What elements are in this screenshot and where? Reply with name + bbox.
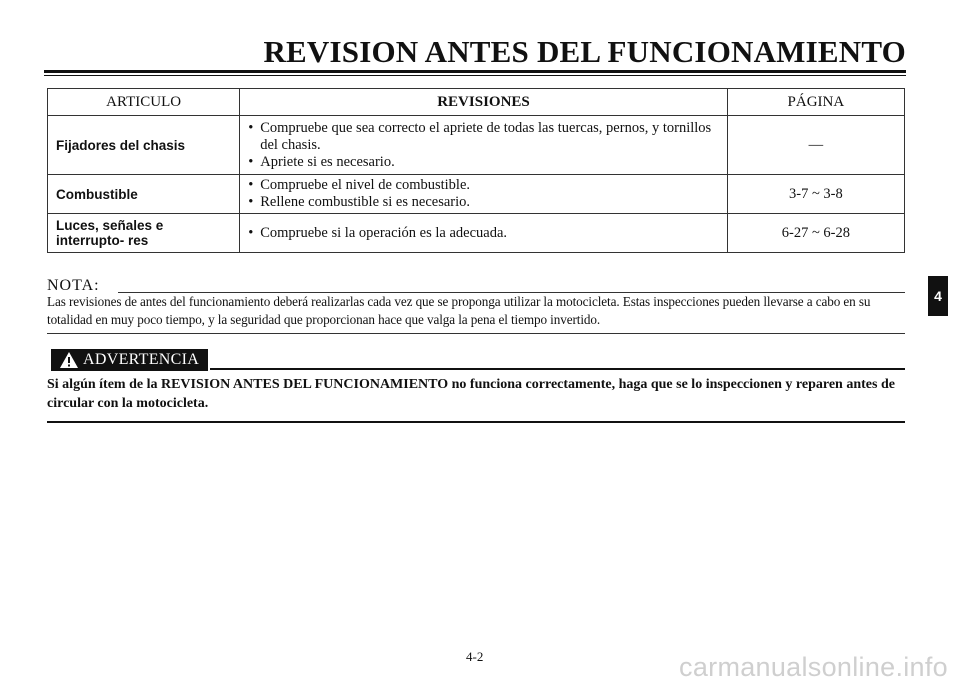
header-item: ARTICULO bbox=[48, 89, 240, 116]
revision-bullet: • Compruebe que sea correcto el apriete de todas las tuercas, pernos, y tornillos del chasis. bbox=[248, 120, 719, 154]
row-item: Fijadores del chasis bbox=[48, 116, 240, 175]
chapter-tab: 4 bbox=[928, 276, 948, 316]
row-revisions bbox=[240, 175, 728, 214]
note-text: Las revisiones de antes del funcionamiento deberá realizarlas cada vez que se proponga utilizar la motocicleta. Estas inspecciones pueden llevarse a cabo en su totalidad en muy poco tiempo, y la seguridad que proporcionan hace que valga la pena el tiempo invertido. bbox=[47, 294, 871, 327]
row-page: — bbox=[727, 116, 904, 175]
inspection-table bbox=[47, 88, 905, 253]
row-page: 6-27 ~ 6-28 bbox=[727, 214, 904, 253]
table-row bbox=[48, 175, 905, 214]
note-bottom-rule bbox=[47, 333, 905, 334]
row-page: 3-7 ~ 3-8 bbox=[727, 175, 904, 214]
watermark: carmanualsonline.info bbox=[679, 652, 948, 682]
warning-text: Si algún ítem de la REVISION ANTES DEL FUNCIONAMIENTO no funciona correctamente, haga que se lo inspeccionen y reparen antes de circular con la motocicleta. bbox=[47, 377, 895, 411]
revision-bullet: • Compruebe si la operación es la adecuada. bbox=[248, 225, 719, 242]
warning-bottom-rule bbox=[47, 421, 905, 423]
page-title: REVISION ANTES DEL FUNCIONAMIENTO bbox=[263, 34, 906, 69]
page-number: 4-2 bbox=[466, 649, 484, 664]
title-rule bbox=[44, 70, 906, 73]
warning-rule bbox=[210, 368, 905, 370]
revision-bullet: • Rellene combustible si es necesario. bbox=[248, 194, 719, 211]
header-revisions: REVISIONES bbox=[240, 89, 728, 116]
table-row bbox=[48, 214, 905, 253]
warning-label: ADVERTENCIA bbox=[83, 351, 200, 368]
header-page: PÁGINA bbox=[727, 89, 904, 116]
row-revisions bbox=[240, 116, 728, 175]
note-label: NOTA: bbox=[47, 277, 100, 294]
table-row bbox=[48, 116, 905, 175]
warning-triangle-icon bbox=[59, 351, 79, 369]
title-rule-thin bbox=[44, 75, 906, 76]
revision-bullet: • Apriete si es necesario. bbox=[248, 154, 719, 171]
table-header-row bbox=[48, 89, 905, 116]
row-item: Luces, señales e interrupto- res bbox=[48, 214, 240, 253]
revision-bullet: • Compruebe el nivel de combustible. bbox=[248, 177, 719, 194]
row-revisions bbox=[240, 214, 728, 253]
warning-badge bbox=[51, 349, 208, 371]
row-item: Combustible bbox=[48, 175, 240, 214]
